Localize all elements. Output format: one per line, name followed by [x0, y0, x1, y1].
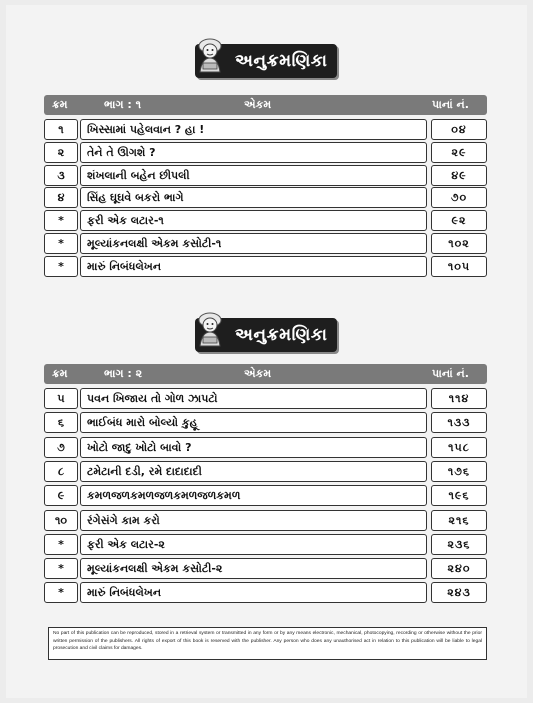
row-title: ભાઈબંધ મારો બોલ્યો કુહૂ	[80, 412, 427, 433]
row-number: *	[44, 534, 78, 555]
col-num-header: ક્રમ	[52, 367, 68, 380]
col-num-header: ક્રમ	[52, 98, 68, 111]
row-page-number: ૨૯	[431, 142, 487, 163]
row-page-number: ૧૩૩	[431, 412, 487, 433]
row-title: શંખલાની બહેન છીપલી	[80, 165, 427, 186]
row-page-number: ૨૪૦	[431, 558, 487, 579]
row-number: *	[44, 210, 78, 231]
row-number: *	[44, 558, 78, 579]
row-number: ૧૦	[44, 510, 78, 531]
row-title: ખિસ્સામાં પહેલવાન ? હા !	[80, 119, 427, 140]
student-mascot-icon	[193, 310, 227, 348]
toc-title: અનુક્રમણિકા	[235, 51, 328, 71]
row-page-number: ૧૯૬	[431, 485, 487, 506]
row-number: ૭	[44, 437, 78, 458]
row-title: મૂલ્યાંકનલક્ષી એકમ કસોટી-૨	[80, 558, 427, 579]
row-title: તેને તે ઊગશે ?	[80, 142, 427, 163]
table-header-part-2	[44, 364, 487, 384]
row-number: *	[44, 256, 78, 277]
part-label: ભાગ : ૨	[104, 367, 143, 380]
toc-title-banner	[195, 318, 337, 352]
part-label: ભાગ : ૧	[104, 98, 141, 111]
student-mascot-icon	[193, 36, 227, 74]
col-title-header: એકમ	[244, 367, 272, 380]
table-header-part-1	[44, 95, 487, 115]
row-title: મારું નિબંધલેખન	[80, 256, 427, 277]
row-title: સિંહ ઘૂઘવે બકરો ભાગે	[80, 187, 427, 208]
toc-title: અનુક્રમણિકા	[235, 325, 328, 345]
col-page-header: પાનાં નં.	[432, 98, 469, 111]
row-title: ફરી એક લટાર-૨	[80, 534, 427, 555]
row-page-number: ૪૯	[431, 165, 487, 186]
row-page-number: ૯૨	[431, 210, 487, 231]
row-number: ૨	[44, 142, 78, 163]
row-page-number: ૧૧૪	[431, 388, 487, 409]
row-number: *	[44, 233, 78, 254]
row-number: *	[44, 582, 78, 603]
row-number: ૫	[44, 388, 78, 409]
row-number: ૯	[44, 485, 78, 506]
row-number: ૩	[44, 165, 78, 186]
row-page-number: ૧૦૫	[431, 256, 487, 277]
row-title: કમળજળકમળજળકમળજળકમળ	[80, 485, 427, 506]
row-title: રંગેસંગે કામ કરો	[80, 510, 427, 531]
copyright-notice: No part of this publication can be reproduced, stored in a retrieval system or transmitted in any form or by any means electronic, mechanical, photocopying, recording or otherwise without the prior written permission of the publishers. All rights of export of this book is reserved with the publisher. Any person who does any unauthorised act in relation to this publication will be liable to legal prosecution and civil claims for damages.	[48, 627, 487, 660]
col-title-header: એકમ	[244, 98, 272, 111]
row-page-number: ૧૫૮	[431, 437, 487, 458]
row-title: મારું નિબંધલેખન	[80, 582, 427, 603]
row-title: પવન ખિજાય તો ગોળ ઝાપટો	[80, 388, 427, 409]
col-page-header: પાનાં નં.	[432, 367, 469, 380]
row-number: ૮	[44, 461, 78, 482]
toc-title-banner	[195, 44, 337, 78]
row-page-number: ૧૦૨	[431, 233, 487, 254]
row-title: ફરી એક લટાર-૧	[80, 210, 427, 231]
row-number: ૬	[44, 412, 78, 433]
row-title: ટમેટાની દડી, રમે દાદાદાદી	[80, 461, 427, 482]
row-page-number: ૭૦	[431, 187, 487, 208]
row-title: ખોટો જાદુ ખોટો બાવો ?	[80, 437, 427, 458]
row-page-number: ૧૭૬	[431, 461, 487, 482]
row-page-number: ૦૪	[431, 119, 487, 140]
row-title: મૂલ્યાંકનલક્ષી એકમ કસોટી-૧	[80, 233, 427, 254]
row-page-number: ૨૩૬	[431, 534, 487, 555]
row-page-number: ૨૪૩	[431, 582, 487, 603]
row-number: ૪	[44, 187, 78, 208]
row-page-number: ૨૧૬	[431, 510, 487, 531]
row-number: ૧	[44, 119, 78, 140]
